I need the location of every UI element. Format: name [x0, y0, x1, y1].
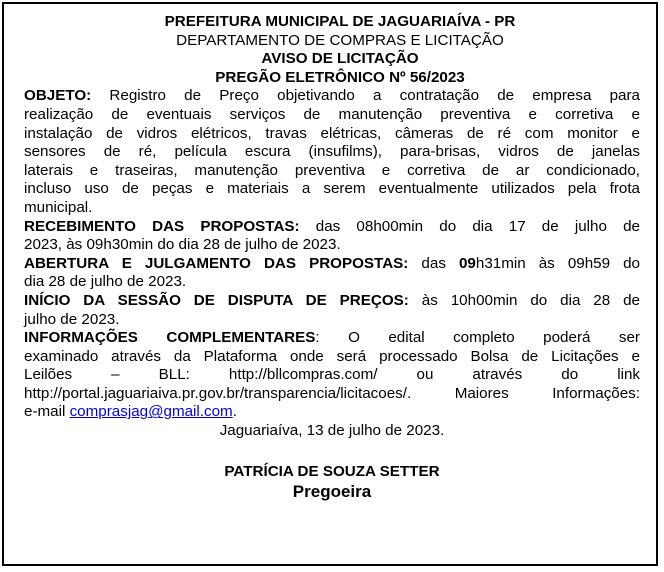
department-title: DEPARTAMENTO DE COMPRAS E LICITAÇÃO [176, 31, 504, 49]
objeto-line-4: sensores de ré, película escura (insufilms), para-brisas, vidros de janelas [24, 143, 640, 161]
email-link[interactable]: comprasjag@gmail.com [69, 403, 233, 421]
abertura-line-2: dia 28 de julho de 2023. [24, 273, 187, 291]
recebimento-line-1 [24, 218, 640, 237]
abertura-bold-hour: 09 [458, 254, 476, 272]
info-line-5 [24, 403, 640, 422]
inicio-text-1: às 10h00min do dia 28 de [408, 291, 640, 309]
objeto-line-1 [24, 87, 640, 106]
objeto-line-3: instalação de vidros elétricos, travas elétricas, câmeras de ré com monitor e [24, 124, 640, 142]
notice-body [4, 87, 656, 503]
section-inicio [24, 292, 640, 329]
notice-type-title: AVISO DE LICITAÇÃO [261, 50, 419, 68]
inicio-line-2: julho de 2023. [24, 310, 120, 328]
signatory-name: PATRÍCIA DE SOUZA SETTER [224, 462, 440, 480]
abertura-label: ABERTURA E JULGAMENTO DAS PROPOSTAS: [24, 254, 409, 272]
objeto-label: OBJETO: [24, 87, 92, 105]
objeto-line-6: incluso uso de peças e materiais a serem eventualmente utilizados pela frota [24, 180, 640, 198]
info-line-1 [24, 329, 640, 348]
objeto-line-2: realização de eventuais serviços de manutenção preventiva e corretiva e [24, 105, 640, 123]
info-label: INFORMAÇÕES COMPLEMENTARES [24, 329, 316, 347]
notice-box [2, 2, 658, 566]
signatory-role: Pregoeira [292, 482, 372, 502]
municipality-title: PREFEITURA MUNICIPAL DE JAGUARIAÍVA - PR [164, 13, 516, 30]
auction-number-title: PREGÃO ELETRÔNICO Nº 56/2023 [215, 68, 465, 86]
abertura-text-1: h31min às 09h59 do [475, 254, 640, 272]
section-objeto [24, 87, 640, 217]
objeto-line-5: laterais e traseiras, manutenção preventiva e corretiva de ar condicionado, [24, 161, 640, 179]
recebimento-label: RECEBIMENTO DAS PROPOSTAS: [24, 217, 300, 235]
abertura-line-1 [24, 255, 640, 274]
notice-date: Jaguariaíva, 13 de julho de 2023. [219, 422, 445, 440]
email-suffix: . [232, 403, 237, 421]
recebimento-text-1: das 08h00min do dia 17 de julho de [299, 217, 640, 235]
info-line-2: examinado através da Plataforma onde será processado Bolsa de Licitações e [24, 347, 640, 365]
section-info [24, 329, 640, 422]
info-line-4: http://portal.jaguariaiva.pr.gov.br/transparencia/licitacoes/. Maiores Informações: [24, 384, 640, 402]
recebimento-line-2: 2023, às 09h30min do dia 28 de julho de 2023. [24, 236, 341, 254]
info-text-1: : O edital completo poderá ser [315, 329, 640, 347]
email-prefix: e-mail [24, 403, 70, 421]
objeto-line-7: municipal. [24, 198, 93, 216]
objeto-text-1: Registro de Preço objetivando a contratação de empresa para [91, 87, 640, 105]
notice-header [4, 13, 656, 87]
abertura-pre: das [408, 254, 459, 272]
inicio-label: INÍCIO DA SESSÃO DE DISPUTA DE PREÇOS: [24, 291, 409, 309]
section-recebimento [24, 218, 640, 255]
inicio-line-1 [24, 292, 640, 311]
info-line-3: Leilões – BLL: http://bllcompras.com/ ou através do link [24, 366, 640, 384]
section-abertura [24, 255, 640, 292]
